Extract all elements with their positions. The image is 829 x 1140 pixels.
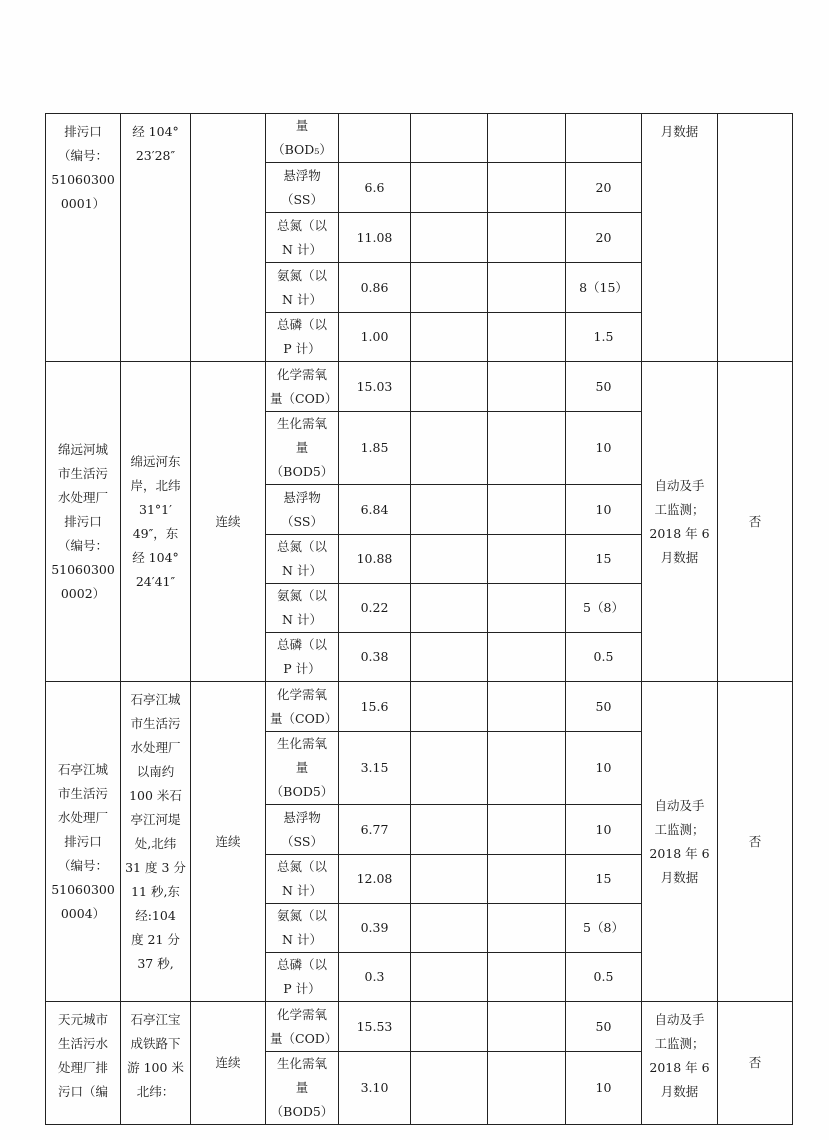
cell-text: 连续 [215,833,241,849]
cell-line: N 计） [282,563,322,578]
cell-line: 北纬： [136,1084,175,1099]
empty-cell [488,953,566,1002]
empty-cell [411,953,488,1002]
empty-cell [411,163,488,213]
empty-cell [411,855,488,904]
cell-text: 15 [595,551,612,566]
cell-line: 总磷（以 [276,957,327,972]
empty-cell [488,904,566,953]
empty-cell [488,213,566,263]
cell-line: P 计） [283,981,321,996]
cell-line: 51060300 [51,172,115,187]
empty-cell [411,732,488,805]
outlet-cell [46,114,121,362]
param-limit-cell [566,633,642,682]
exceed-cell [718,682,793,1002]
param-name-cell [266,633,339,682]
cell-line: N 计） [282,883,322,898]
exceed-cell [718,114,793,362]
param-name-cell [266,855,339,904]
empty-cell [411,535,488,584]
cell-line: 石亭江城 [57,761,108,777]
cell-line: 31 度 3 分 [125,860,186,875]
table-row [46,362,793,412]
method-cell [642,682,718,1002]
cell-text: 15.6 [360,698,389,714]
cell-line: （编号： [57,857,108,873]
cell-line: （SS） [281,191,323,207]
cell-text: 10 [595,440,612,455]
cell-line: 0001） [60,196,106,211]
cell-text: 6.84 [360,501,389,517]
cell-text: 0.86 [360,279,389,295]
cell-text: 6.6 [364,179,385,195]
cell-line: 23′28″ [135,148,176,163]
cell-text: 5（8） [583,600,624,615]
cell-line: 月数据 [660,1084,699,1099]
param-value-cell [339,953,411,1002]
cell-line: 生活污水 [57,1036,108,1051]
param-value-cell [339,412,411,485]
exceed-cell [718,362,793,682]
cell-line: 水处理厂 [57,809,108,825]
param-value-cell [339,584,411,633]
cell-line: 绵远河城 [57,441,108,457]
cell-line: 37 秒, [137,956,174,971]
empty-cell [488,855,566,904]
outlet-cell [46,682,121,1002]
param-value-cell [339,1052,411,1125]
location-cell [121,362,191,682]
param-name-cell [266,953,339,1002]
cell-text: 11.08 [356,229,393,245]
cell-line: 水处理厂 [57,489,108,505]
cell-text: 3.15 [360,760,389,775]
location-cell [121,682,191,1002]
cell-line: 工监测； [654,1036,705,1051]
cell-text: 连续 [215,1055,241,1070]
param-value-cell [339,682,411,732]
cell-line: 总氮（以 [276,217,327,233]
param-limit-cell [566,904,642,953]
param-name-cell [266,362,339,412]
cell-text: 否 [748,833,762,849]
param-limit-cell [566,485,642,535]
cell-text: 连续 [215,513,241,529]
cell-line: 总氮（以 [276,859,327,874]
param-name-cell [266,263,339,313]
empty-cell [411,213,488,263]
cell-line: 工监测； [654,821,705,837]
empty-cell [488,362,566,412]
param-name-cell [266,313,339,362]
cell-line: P 计） [283,341,321,356]
cell-line: 2018 年 6 [649,845,710,861]
param-value-cell [339,855,411,904]
empty-cell [488,412,566,485]
cell-line: N 计） [282,241,322,257]
empty-cell [411,313,488,362]
cell-line: 量（BOD5） [270,440,334,479]
empty-cell [411,584,488,633]
cell-text: 0.3 [364,969,385,984]
param-limit-cell [566,163,642,213]
param-value-cell [339,485,411,535]
empty-cell [411,412,488,485]
cell-text: 0.5 [593,649,614,664]
method-cell [642,1002,718,1125]
param-limit-cell [566,1052,642,1125]
cell-text: 50 [595,1018,612,1034]
param-value-cell [339,163,411,213]
empty-cell [488,313,566,362]
cell-text: 否 [748,513,762,529]
cell-line: 化学需氧 [276,686,327,702]
param-value-cell [339,633,411,682]
param-name-cell [266,1002,339,1052]
table-row [46,114,793,163]
cell-line: 自动及手 [654,477,705,493]
exceed-cell [718,1002,793,1125]
cell-line: 量（BOD5） [270,760,334,799]
param-value-cell [339,535,411,584]
discharge-mode-cell [191,1002,266,1125]
cell-line: 市生活污 [57,785,108,801]
param-name-cell [266,412,339,485]
cell-text: 6.77 [360,821,389,837]
param-name-cell [266,485,339,535]
cell-line: 度 21 分 [131,932,180,947]
cell-line: 氨氮（以 [276,588,327,603]
empty-cell [411,904,488,953]
cell-line: N 计） [282,612,322,627]
cell-line: 污口（编 [57,1084,108,1099]
cell-text: 10 [595,501,612,517]
empty-cell [488,732,566,805]
param-limit-cell [566,535,642,584]
cell-line: 市生活污 [130,716,181,731]
cell-text: 1.5 [593,329,614,344]
cell-line: 工监测； [654,501,705,517]
cell-line: 0004） [60,905,106,921]
cell-text: 15.53 [356,1018,393,1034]
cell-text: 3.10 [360,1080,389,1095]
empty-cell [411,633,488,682]
cell-line: 氨氮（以 [276,267,327,283]
cell-line: 排污口 [64,833,102,849]
cell-line: 总磷（以 [276,317,327,332]
table-row [46,1002,793,1052]
cell-line: （编号： [57,148,108,163]
discharge-mode-cell [191,114,266,362]
cell-line: N 计） [282,291,322,307]
empty-cell [411,1052,488,1125]
empty-cell [411,682,488,732]
cell-text: 15 [595,871,612,886]
empty-cell [488,485,566,535]
table-row [46,682,793,732]
cell-line: 排污口 [64,513,102,529]
param-value-cell [339,114,411,163]
cell-line: 成铁路下 [130,1036,181,1051]
empty-cell [488,682,566,732]
cell-line: 总磷（以 [276,637,327,652]
empty-cell [488,1052,566,1125]
cell-text: 50 [595,698,612,714]
cell-line: 悬浮物 [283,489,321,505]
param-limit-cell [566,855,642,904]
cell-text: 10 [595,821,612,837]
cell-line: 处,北纬 [134,836,177,851]
location-cell [121,1002,191,1125]
cell-line: 石亭江城 [130,692,181,707]
cell-line: 化学需氧 [276,1006,327,1022]
param-limit-cell [566,732,642,805]
param-value-cell [339,1002,411,1052]
param-limit-cell [566,362,642,412]
cell-line: 11 秒,东 [131,884,180,899]
cell-line: 自动及手 [654,1012,705,1027]
cell-line: 氨氮（以 [276,908,327,923]
cell-text: 20 [595,229,612,245]
empty-cell [488,584,566,633]
empty-cell [411,1002,488,1052]
cell-line: 月数据 [660,549,699,565]
cell-line: 生化需氧 [276,416,327,431]
cell-line: 石亭江宝 [130,1012,181,1027]
param-name-cell [266,163,339,213]
discharge-mode-cell [191,682,266,1002]
empty-cell [411,485,488,535]
cell-line: 量（COD） [270,390,338,406]
cell-line: 生化需氧 [276,736,327,751]
cell-line: 水处理厂 [130,740,181,755]
cell-line: 2018 年 6 [649,525,710,541]
param-value-cell [339,213,411,263]
empty-cell [488,1002,566,1052]
cell-line: 经 104° [132,549,179,565]
cell-text: 1.00 [360,329,389,344]
cell-line: 24′41″ [135,573,176,589]
cell-line: 排污口 [64,124,102,139]
cell-line: 生化需氧 [276,1056,327,1071]
cell-line: 游 100 米 [127,1060,184,1075]
cell-text: 20 [595,179,612,195]
cell-line: 亭江河堤 [130,812,181,827]
param-limit-cell [566,584,642,633]
cell-line: 经:104 [135,908,176,923]
param-limit-cell [566,263,642,313]
param-name-cell [266,682,339,732]
cell-text: 10 [595,760,612,775]
cell-line: 月数据 [660,124,699,139]
cell-line: 月数据 [660,869,699,885]
cell-line: 100 米石 [129,788,182,803]
param-value-cell [339,805,411,855]
param-name-cell [266,584,339,633]
cell-line: 处理厂排 [57,1060,108,1075]
cell-text: 0.39 [360,920,389,935]
cell-line: 天元城市 [57,1012,108,1027]
cell-line: 经 104° [132,124,179,139]
method-cell [642,362,718,682]
empty-cell [411,263,488,313]
param-name-cell [266,1052,339,1125]
discharge-mode-cell [191,362,266,682]
cell-text: 12.08 [356,871,393,886]
param-value-cell [339,313,411,362]
cell-text: 8（15） [579,279,628,295]
param-value-cell [339,904,411,953]
empty-cell [488,633,566,682]
cell-line: （SS） [281,833,323,849]
empty-cell [488,263,566,313]
cell-line: 绵远河东 [130,453,181,469]
param-limit-cell [566,313,642,362]
param-name-cell [266,805,339,855]
cell-text: 0.22 [360,600,389,615]
cell-line: 51060300 [51,561,115,577]
empty-cell [488,805,566,855]
cell-line: 悬浮物 [283,809,321,825]
cell-text: 10.88 [356,551,393,566]
cell-line: 自动及手 [654,797,705,813]
empty-cell [488,114,566,163]
cell-text: 5（8） [583,920,624,935]
cell-line: （编号： [57,537,108,553]
param-limit-cell [566,953,642,1002]
empty-cell [411,805,488,855]
cell-line: 量（COD） [270,1030,338,1046]
param-value-cell [339,263,411,313]
cell-line: 悬浮物 [283,167,321,183]
cell-line: 量（BOD₅） [272,118,332,157]
param-name-cell [266,732,339,805]
cell-text: 50 [595,378,612,394]
cell-line: 总氮（以 [276,539,327,554]
cell-line: 31°1′ [139,501,172,517]
method-cell [642,114,718,362]
param-limit-cell [566,213,642,263]
cell-line: P 计） [283,661,321,676]
param-limit-cell [566,805,642,855]
cell-text: 1.85 [360,440,389,455]
param-value-cell [339,732,411,805]
cell-line: 以南约 [136,764,175,779]
outlet-cell [46,1002,121,1125]
cell-line: 49″，东 [132,525,179,541]
cell-line: （SS） [281,513,323,529]
param-name-cell [266,213,339,263]
empty-cell [488,163,566,213]
cell-line: 岸，北纬 [130,477,181,493]
cell-line: 0002） [60,585,106,601]
cell-line: 量（BOD5） [270,1080,334,1119]
param-name-cell [266,535,339,584]
param-limit-cell [566,1002,642,1052]
param-limit-cell [566,412,642,485]
cell-text: 否 [748,1055,762,1070]
empty-cell [411,114,488,163]
outlet-cell [46,362,121,682]
cell-line: 量（COD） [270,710,338,726]
empty-cell [411,362,488,412]
cell-line: 51060300 [51,881,115,897]
cell-line: 市生活污 [57,465,108,481]
empty-cell [488,535,566,584]
param-name-cell [266,114,339,163]
cell-line: 2018 年 6 [649,1060,710,1075]
monitoring-table [45,113,793,1125]
param-name-cell [266,904,339,953]
param-limit-cell [566,682,642,732]
cell-text: 0.38 [360,649,389,664]
cell-text: 15.03 [356,378,393,394]
cell-text: 10 [595,1080,612,1095]
param-value-cell [339,362,411,412]
cell-text: 0.5 [593,969,614,984]
location-cell [121,114,191,362]
cell-line: 化学需氧 [276,366,327,382]
cell-line: N 计） [282,932,322,947]
param-limit-cell [566,114,642,163]
